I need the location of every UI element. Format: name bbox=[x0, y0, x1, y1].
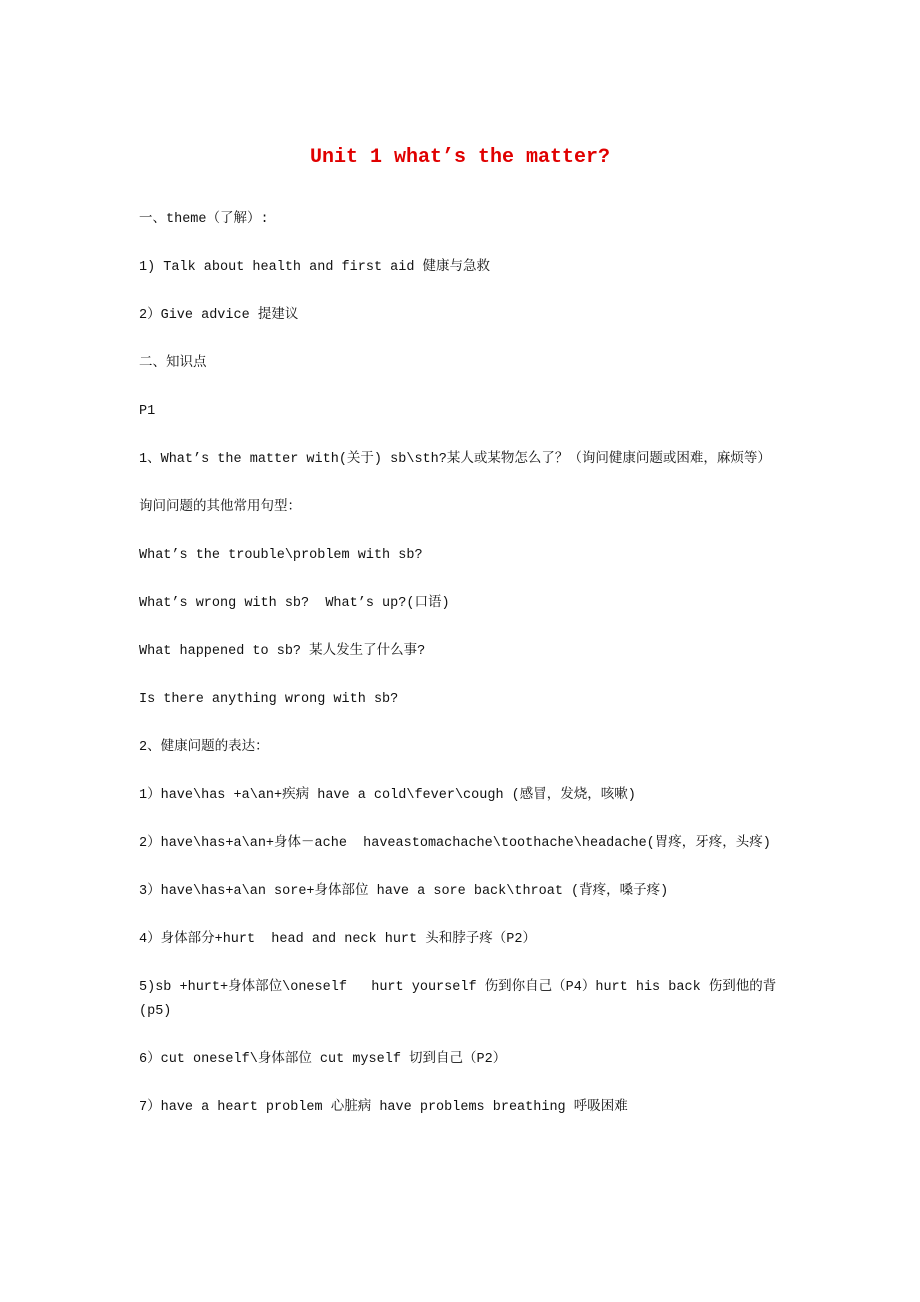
paragraph: 4）身体部分+hurt head and neck hurt 头和脖子疼（P2） bbox=[139, 932, 536, 947]
paragraph: P1 bbox=[139, 404, 156, 419]
document-body bbox=[139, 208, 787, 1144]
paragraph: What happened to sb? 某人发生了什么事? bbox=[139, 644, 426, 659]
paragraph: 一、theme（了解）: bbox=[139, 212, 269, 227]
paragraph: 二、知识点 bbox=[139, 356, 207, 371]
paragraph: 1）have\has +a\an+疾病 have a cold\fever\cough (感冒，发烧，咳嗽) bbox=[139, 788, 636, 803]
document-title: Unit 1 what’s the matter? bbox=[309, 146, 611, 169]
paragraph: 询问问题的其他常用句型： bbox=[139, 500, 301, 515]
paragraph: What’s wrong with sb? What’s up?(口语) bbox=[139, 596, 450, 611]
paragraph: 7）have a heart problem 心脏病 have problems breathing 呼吸困难 bbox=[139, 1100, 628, 1115]
paragraph: 1、What’s the matter with(关于) sb\sth?某人或某物怎么了？（询问健康问题或困难，麻烦等） bbox=[139, 452, 771, 467]
paragraph: 1) Talk about health and first aid 健康与急救 bbox=[139, 260, 491, 275]
paragraph: What’s the trouble\problem with sb? bbox=[139, 548, 423, 563]
paragraph: 2、健康问题的表达： bbox=[139, 740, 269, 755]
paragraph: Is there anything wrong with sb? bbox=[139, 692, 399, 707]
paragraph: 2）have\has+a\an+身体－ache haveastomachache\toothache\headache(胃疼，牙疼，头疼) bbox=[139, 836, 771, 851]
paragraph: 3）have\has+a\an sore+身体部位 have a sore back\throat (背疼，嗓子疼) bbox=[139, 884, 669, 899]
paragraph: 2）Give advice 提建议 bbox=[139, 308, 299, 323]
paragraph: 5)sb +hurt+身体部位\oneself hurt yourself 伤到你自己（P4）hurt his back 伤到他的背(p5) bbox=[139, 980, 777, 1019]
paragraph: 6）cut oneself\身体部位 cut myself 切到自己（P2） bbox=[139, 1052, 507, 1067]
